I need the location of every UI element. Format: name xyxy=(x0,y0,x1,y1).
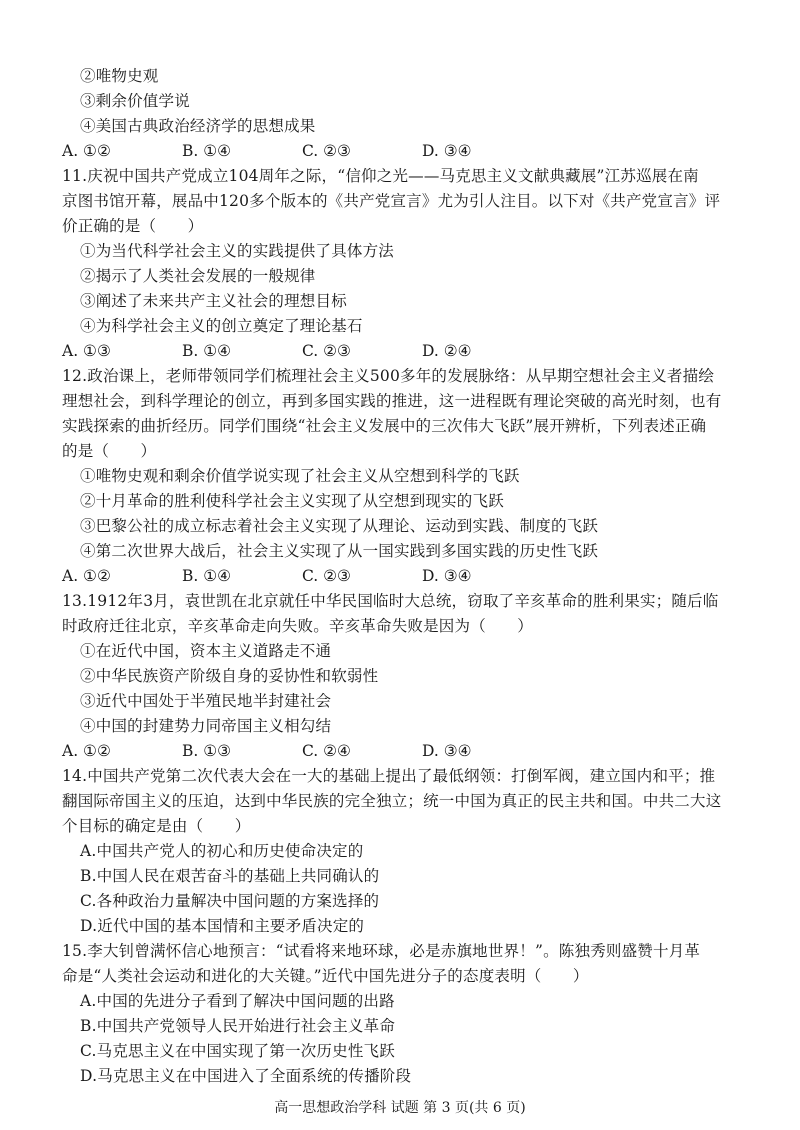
q14-stem-line-3: 个目标的确定是由（ ） xyxy=(62,817,251,835)
q12-item-2: ②十月革命的胜利使科学社会主义实现了从空想到现实的飞跃 xyxy=(80,492,504,510)
q15-choice-b: B.中国共产党领导人民开始进行社会主义革命 xyxy=(80,1017,396,1035)
q13-stem-line-1: 13.1912年3月，袁世凯在北京就任中华民国临时大总统，窃取了辛亥革命的胜利果实；随后临 xyxy=(62,592,719,610)
q10-option-b: B. ①④ xyxy=(182,142,232,160)
q14-choice-d: D.近代中国的基本国情和主要矛盾决定的 xyxy=(80,917,365,935)
q11-item-4: ④为科学社会主义的创立奠定了理论基石 xyxy=(80,317,363,335)
q11-option-b: B. ①④ xyxy=(182,342,232,360)
q11-option-a: A. ①③ xyxy=(62,342,111,360)
q14-stem-line-1: 14.中国共产党第二次代表大会在一大的基础上提出了最低纲领：打倒军阀，建立国内和平；推 xyxy=(62,767,716,785)
q10-item-3: ③剩余价值学说 xyxy=(80,92,190,110)
q10-item-4: ④美国古典政治经济学的思想成果 xyxy=(80,117,316,135)
q12-stem-line-1: 12.政治课上，老师带领同学们梳理社会主义500多年的发展脉络：从早期空想社会主义者描绘 xyxy=(62,367,715,385)
q13-item-1: ①在近代中国，资本主义道路走不通 xyxy=(80,642,332,660)
q15-stem-line-2: 命是“人类社会运动和进化的大关键。”近代中国先进分子的态度表明（ ） xyxy=(62,967,589,985)
q12-stem-line-2: 理想社会，到科学理论的创立，再到多国实践的推进，这一进程既有理论突破的高光时刻，也有 xyxy=(62,392,722,410)
q15-choice-d: D.马克思主义在中国进入了全面系统的传播阶段 xyxy=(80,1067,412,1085)
q13-option-c: C. ②④ xyxy=(302,742,351,760)
q13-option-b: B. ①③ xyxy=(182,742,232,760)
q11-option-d: D. ②④ xyxy=(422,342,472,360)
q13-options xyxy=(62,740,472,762)
q11-stem-line-3: 价正确的是（ ） xyxy=(62,217,204,235)
q14-stem-line-2: 翻国际帝国主义的压迫，达到中华民族的完全独立；统一中国为真正的民主共和国。中共二大这 xyxy=(62,792,722,810)
q11-stem-line-2: 京图书馆开幕，展品中120多个版本的《共产党宣言》尤为引人注目。以下对《共产党宣言》评 xyxy=(62,192,721,210)
q11-item-3: ③阐述了未来共产主义社会的理想目标 xyxy=(80,292,347,310)
q12-option-d: D. ③④ xyxy=(422,567,472,585)
q13-item-2: ②中华民族资产阶级自身的妥协性和软弱性 xyxy=(80,667,379,685)
q14-choice-b: B.中国人民在艰苦奋斗的基础上共同确认的 xyxy=(80,867,380,885)
q12-options xyxy=(62,565,472,587)
q13-item-4: ④中国的封建势力同帝国主义相勾结 xyxy=(80,717,332,735)
q13-option-d: D. ③④ xyxy=(422,742,472,760)
q12-option-a: A. ①② xyxy=(62,567,111,585)
q13-item-3: ③近代中国处于半殖民地半封建社会 xyxy=(80,692,332,710)
q12-stem-line-3: 实践探索的曲折经历。同学们围绕“社会主义发展中的三次伟大飞跃”展开辨析，下列表述正确 xyxy=(62,417,707,435)
q11-stem-line-1: 11.庆祝中国共产党成立104周年之际，“信仰之光——马克思主义文献典藏展”江苏巡展在南 xyxy=(62,167,699,185)
q11-item-1: ①为当代科学社会主义的实践提供了具体方法 xyxy=(80,242,395,260)
q11-item-2: ②揭示了人类社会发展的一般规律 xyxy=(80,267,316,285)
q12-item-1: ①唯物史观和剩余价值学说实现了社会主义从空想到科学的飞跃 xyxy=(80,467,520,485)
q12-option-b: B. ①④ xyxy=(182,567,232,585)
q14-choice-a: A.中国共产党人的初心和历史使命决定的 xyxy=(80,842,364,860)
q14-choice-c: C.各种政治力量解决中国问题的方案选择的 xyxy=(80,892,380,910)
page-footer: 高一思想政治学科 试题 第 3 页(共 6 页) xyxy=(274,1100,526,1116)
q11-option-c: C. ②③ xyxy=(302,342,351,360)
q12-item-3: ③巴黎公社的成立标志着社会主义实现了从理论、运动到实践、制度的飞跃 xyxy=(80,517,599,535)
q10-option-a: A. ①② xyxy=(62,142,111,160)
q10-options xyxy=(62,140,472,162)
q15-stem-line-1: 15.李大钊曾满怀信心地预言：“试看将来地环球，必是赤旗地世界！”。陈独秀则盛赞十月革 xyxy=(62,942,701,960)
q10-item-2: ②唯物史观 xyxy=(80,67,159,85)
q15-choice-c: C.马克思主义在中国实现了第一次历史性飞跃 xyxy=(80,1042,395,1060)
q12-option-c: C. ②③ xyxy=(302,567,351,585)
q10-option-d: D. ③④ xyxy=(422,142,472,160)
q10-option-c: C. ②③ xyxy=(302,142,351,160)
q12-stem-line-4: 的是（ ） xyxy=(62,442,157,460)
q12-item-4: ④第二次世界大战后，社会主义实现了从一国实践到多国实践的历史性飞跃 xyxy=(80,542,599,560)
q13-option-a: A. ①② xyxy=(62,742,111,760)
q13-stem-line-2: 时政府迁往北京，辛亥革命走向失败。辛亥革命失败是因为（ ） xyxy=(62,617,534,635)
q15-choice-a: A.中国的先进分子看到了解决中国问题的出路 xyxy=(80,992,395,1010)
q11-options xyxy=(62,340,472,362)
